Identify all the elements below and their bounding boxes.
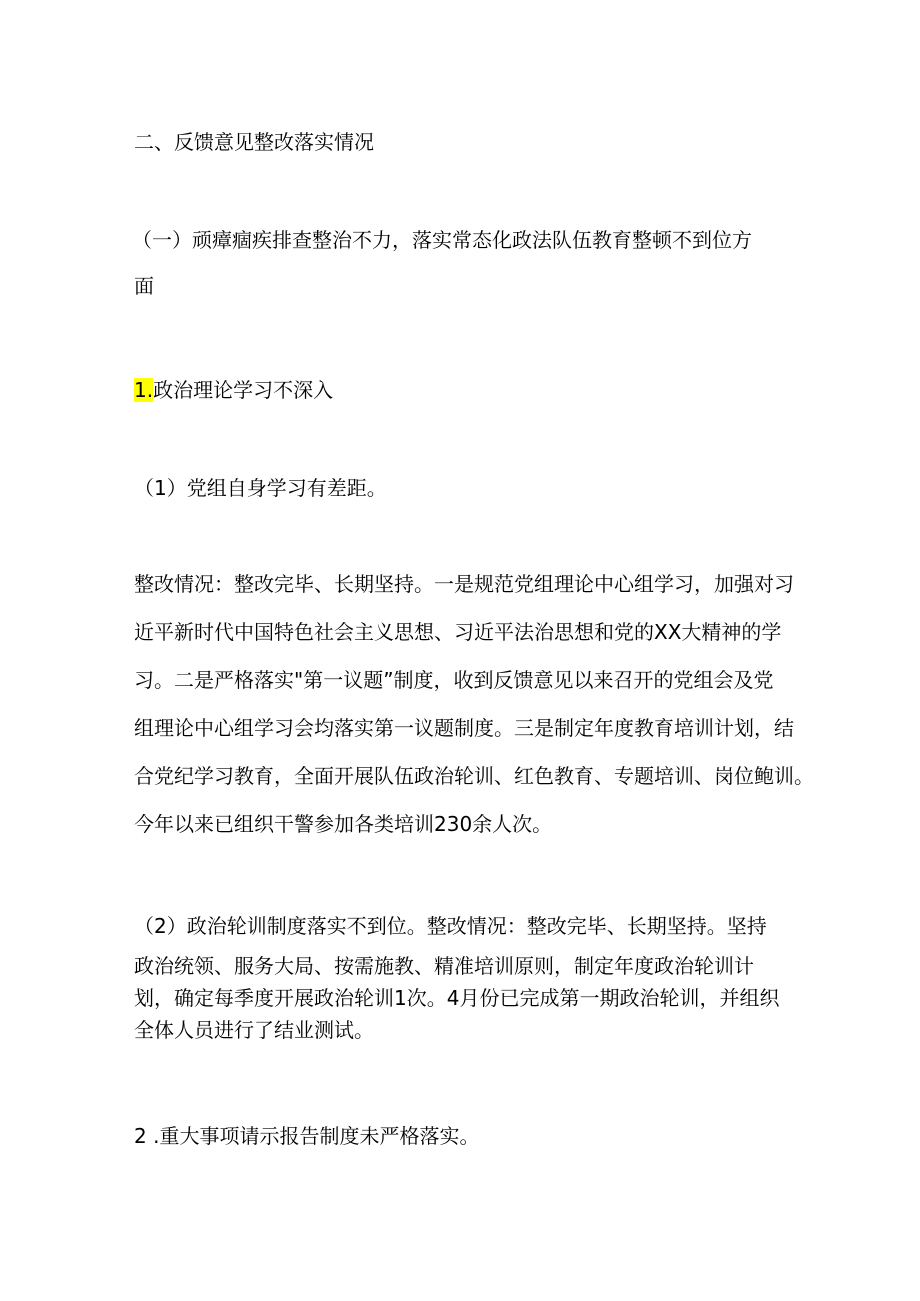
sub-2-body-line-4: 全体人员进行了结业测试。	[134, 1018, 374, 1042]
item-1-title: 政治理论学习不深入	[153, 378, 334, 402]
sub-1-body-line-5: 合党纪学习教育，全面开展队伍政治轮训、红色教育、专题培训、岗位鲍训。	[134, 764, 814, 788]
subsection-heading-line-1: （一）顽瘴痼疾排查整治不力，落实常态化政法队伍教育整顿不到位方	[132, 228, 752, 252]
sub-1-body-line-3: 习。二是严格落实"第一议题”制度，收到反馈意见以来召开的党组会及党	[134, 668, 774, 692]
sub-1-body-line-4: 组理论中心组学习会均落实第一议题制度。三是制定年度教育培训计划，结	[134, 716, 794, 740]
sub-2-body-line-1: （2）政治轮训制度落实不到位。整改情况：整改完毕、长期坚持。坚持	[134, 914, 767, 938]
subsection-heading-line-2: 面	[134, 274, 154, 298]
sub-1-body-line-2: 近平新时代中国特色社会主义思想、习近平法治思想和党的XX大精神的学	[134, 620, 782, 644]
sub-2-body-line-3: 划，确定每季度开展政治轮训1次。4月份已完成第一期政治轮训，并组织	[134, 986, 780, 1010]
sub-1-body-line-6: 今年以来已组织干警参加各类培训230余人次。	[134, 812, 553, 836]
item-1-number: 1.	[134, 378, 154, 402]
sub-2-body-line-2: 政治统领、服务大局、按需施教、精准培训原则，制定年度政治轮训计	[134, 954, 754, 978]
item-2-heading: 2 .重大事项请示报告制度未严格落实。	[134, 1124, 480, 1148]
section-heading: 二、反馈意见整改落实情况	[134, 130, 374, 154]
sub-1-heading: （1）党组自身学习有差距。	[134, 476, 387, 500]
sub-1-body-line-1: 整改情况：整改完毕、长期坚持。一是规范党组理论中心组学习，加强对习	[134, 572, 794, 596]
item-1-heading	[134, 378, 333, 402]
